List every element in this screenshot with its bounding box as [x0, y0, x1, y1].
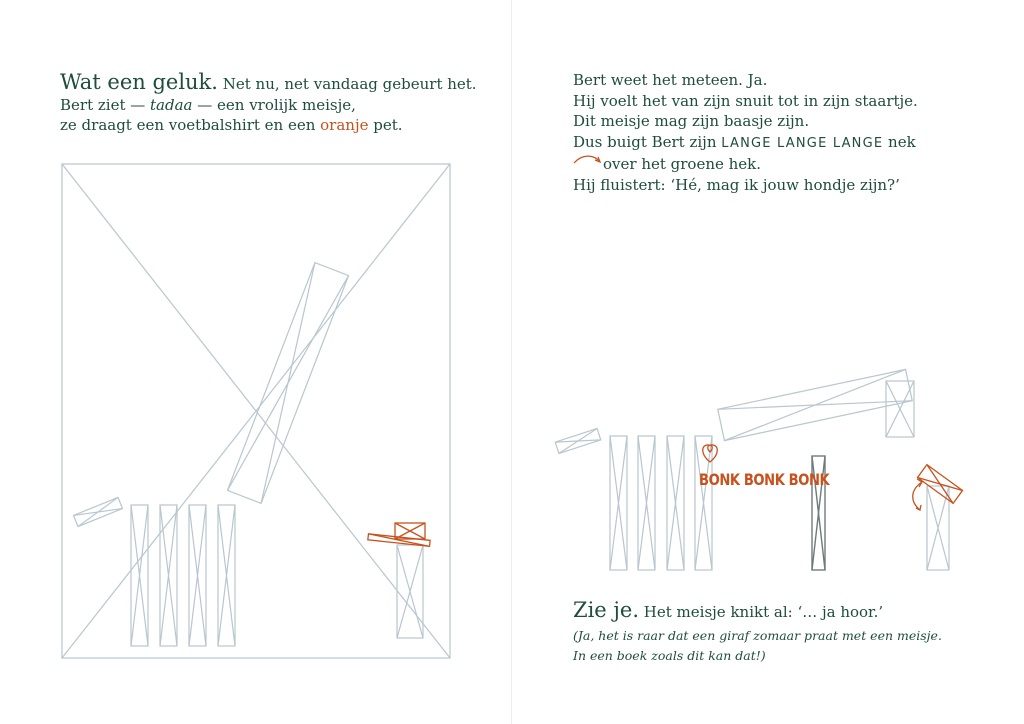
- right-line-4-post: nek: [883, 132, 916, 151]
- right-line-4-pre: Dus buigt Bert zijn: [573, 132, 722, 151]
- left-fence-posts: [131, 505, 235, 646]
- closing-rest: Het meisje knikt al: ‘… ja hoor.’: [639, 603, 884, 621]
- left-orange-cap: [368, 523, 430, 546]
- left-head-shape: [73, 497, 122, 526]
- left-line-3-accent: oranje: [320, 116, 369, 134]
- right-orange-cap: [917, 465, 962, 504]
- left-girl-body: [397, 545, 423, 638]
- right-line-5-text: over het groene hek.: [603, 155, 762, 173]
- placeholder-lines: [62, 164, 949, 658]
- closing-text: [573, 600, 883, 623]
- closing-lead: Zie je.: [573, 598, 640, 622]
- closing-note: [573, 626, 942, 666]
- right-head-shape: [886, 381, 914, 437]
- left-line-3-pre: ze draagt een voetbalshirt en een: [60, 116, 321, 134]
- closing-note-line-2: In een boek zoals dit kan dat!): [573, 648, 766, 663]
- bonk-sound-text: BONK BONK BONK: [699, 470, 830, 489]
- left-line-3-post: pet.: [368, 116, 403, 134]
- right-line-1: Bert weet het meteen. Ja.: [573, 71, 768, 89]
- right-line-2: Hij voelt het van zijn snuit tot in zijn staartje.: [573, 91, 918, 110]
- orange-accents: [368, 156, 963, 546]
- left-line-2-italic: tadaa: [150, 95, 193, 114]
- right-line-6: Hij fluistert: ‘Hé, mag ik jouw hondje zijn?’: [573, 175, 900, 194]
- left-line-1-rest: Net nu, net vandaag gebeurt het.: [217, 75, 477, 93]
- right-line-3: Dit meisje mag zijn baasje zijn.: [573, 112, 810, 130]
- left-lead-phrase: Wat een geluk.: [60, 70, 218, 94]
- right-fence-posts: [610, 436, 712, 570]
- closing-note-line-1: (Ja, het is raar dat een giraf zomaar praat met een meisje.: [573, 628, 942, 643]
- left-line-2-pre: Bert ziet —: [60, 95, 151, 114]
- right-small-shape: [555, 428, 601, 453]
- left-neck-shape: [227, 263, 348, 504]
- right-neck-shape: [718, 369, 912, 440]
- left-line-2-post: — een vrolijk meisje,: [192, 95, 356, 114]
- right-line-4-caps: LANGE LANGE LANGE: [721, 135, 884, 151]
- bend-arrow-icon: [574, 156, 600, 163]
